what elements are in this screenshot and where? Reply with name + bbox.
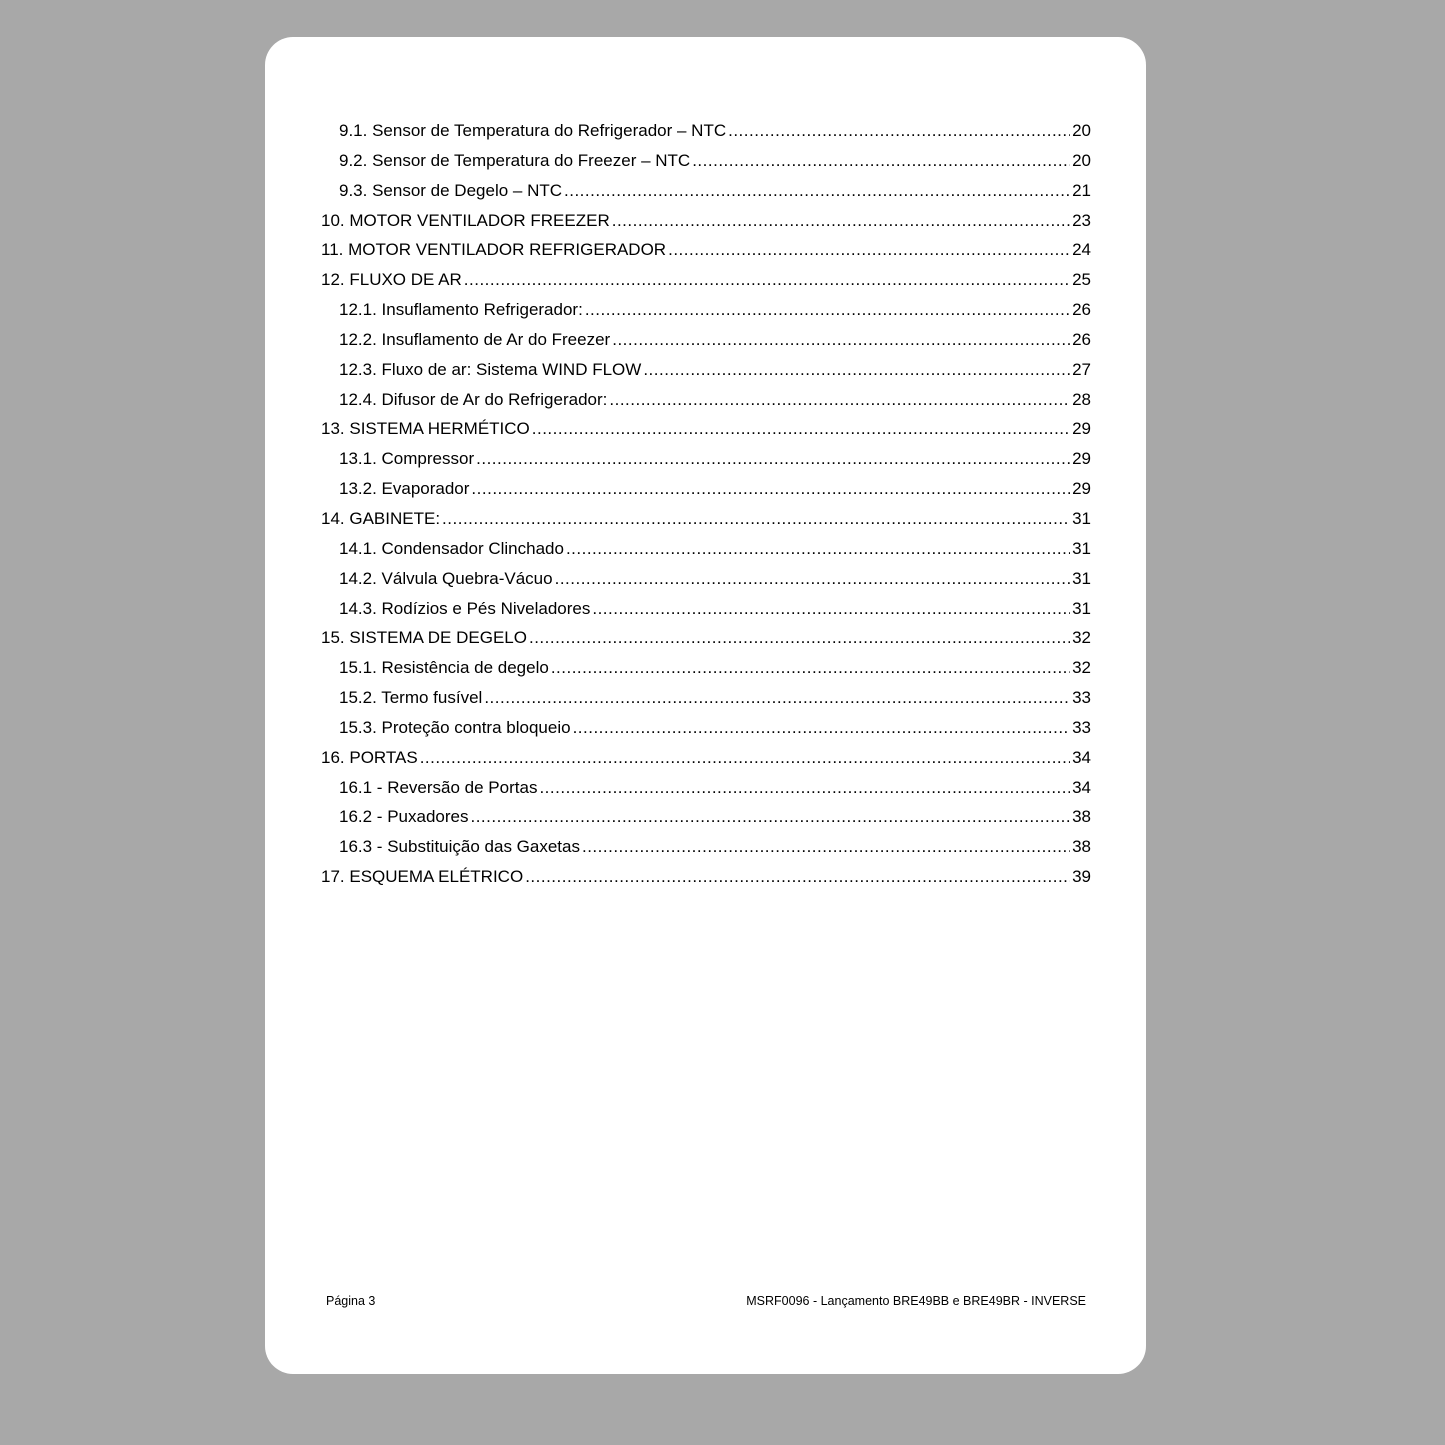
table-of-contents (321, 121, 1091, 897)
toc-dot-leader (551, 658, 1070, 678)
toc-entry[interactable] (321, 240, 1091, 270)
toc-entry-label: 9.2. Sensor de Temperatura do Freezer – NTC (339, 150, 691, 170)
toc-dot-leader (592, 599, 1070, 619)
toc-dot-leader (555, 569, 1070, 589)
toc-entry[interactable] (321, 837, 1091, 867)
page-footer (326, 1294, 1086, 1308)
toc-entry-label: 10. MOTOR VENTILADOR FREEZER (321, 210, 610, 230)
toc-entry[interactable] (321, 390, 1091, 420)
toc-entry-page: 38 (1072, 837, 1091, 857)
toc-entry-page: 31 (1072, 508, 1091, 528)
toc-entry-page: 38 (1072, 807, 1091, 827)
toc-dot-leader (573, 718, 1071, 738)
toc-entry-label: 14.3. Rodízios e Pés Niveladores (339, 598, 591, 618)
toc-entry-page: 27 (1072, 359, 1091, 379)
toc-entry[interactable] (321, 778, 1091, 808)
toc-entry-page: 39 (1072, 867, 1091, 887)
toc-entry-page: 25 (1072, 270, 1091, 290)
toc-entry[interactable] (321, 867, 1091, 897)
toc-dot-leader (476, 449, 1070, 469)
footer-document-title: MSRF0096 - Lançamento BRE49BB e BRE49BR - INVERSE (746, 1294, 1086, 1308)
toc-entry[interactable] (321, 569, 1091, 599)
toc-entry-label: 17. ESQUEMA ELÉTRICO (321, 867, 524, 887)
toc-entry-label: 13. SISTEMA HERMÉTICO (321, 419, 530, 439)
toc-entry[interactable] (321, 748, 1091, 778)
toc-dot-leader (484, 688, 1070, 708)
toc-entry-label: 15.2. Termo fusível (339, 688, 483, 708)
toc-dot-leader (582, 837, 1070, 857)
toc-entry-page: 29 (1072, 419, 1091, 439)
toc-entry-label: 12.1. Insuflamento Refrigerador: (339, 300, 583, 320)
toc-dot-leader (728, 121, 1070, 141)
toc-entry-label: 11. MOTOR VENTILADOR REFRIGERADOR (321, 240, 667, 260)
toc-entry[interactable] (321, 181, 1091, 211)
toc-entry-label: 15.3. Proteção contra bloqueio (339, 717, 571, 737)
toc-entry-page: 33 (1072, 717, 1091, 737)
toc-entry[interactable] (321, 628, 1091, 658)
toc-dot-leader (464, 270, 1070, 290)
toc-entry-label: 12.4. Difusor de Ar do Refrigerador: (339, 389, 608, 409)
toc-dot-leader (609, 390, 1070, 410)
toc-entry[interactable] (321, 658, 1091, 688)
toc-dot-leader (585, 300, 1070, 320)
toc-entry[interactable] (321, 360, 1091, 390)
footer-page-number: Página 3 (326, 1294, 376, 1308)
toc-entry-label: 14.2. Válvula Quebra-Vácuo (339, 568, 553, 588)
toc-entry-label: 13.2. Evaporador (339, 479, 470, 499)
toc-entry-label: 13.1. Compressor (339, 449, 475, 469)
toc-entry-page: 31 (1072, 568, 1091, 588)
toc-entry-page: 23 (1072, 210, 1091, 230)
toc-entry[interactable] (321, 509, 1091, 539)
toc-entry-page: 29 (1072, 449, 1091, 469)
toc-entry-page: 20 (1072, 121, 1091, 140)
toc-entry[interactable] (321, 419, 1091, 449)
toc-entry[interactable] (321, 718, 1091, 748)
toc-entry-label: 12.2. Insuflamento de Ar do Freezer (339, 329, 611, 349)
toc-dot-leader (470, 807, 1070, 827)
toc-entry[interactable] (321, 539, 1091, 569)
toc-entry-label: 9.3. Sensor de Degelo – NTC (339, 180, 563, 200)
document-page (265, 37, 1146, 1374)
toc-entry[interactable] (321, 300, 1091, 330)
toc-entry-label: 12. FLUXO DE AR (321, 270, 462, 290)
toc-entry-label: 12.3. Fluxo de ar: Sistema WIND FLOW (339, 359, 642, 379)
toc-dot-leader (692, 151, 1070, 171)
toc-dot-leader (529, 628, 1070, 648)
toc-entry-page: 28 (1072, 389, 1091, 409)
toc-entry-page: 34 (1072, 777, 1091, 797)
toc-entry-page: 31 (1072, 538, 1091, 558)
toc-dot-leader (471, 479, 1070, 499)
toc-entry-page: 34 (1072, 747, 1091, 767)
toc-entry-page: 33 (1072, 688, 1091, 708)
toc-entry-label: 15.1. Resistência de degelo (339, 658, 549, 678)
toc-entry[interactable] (321, 807, 1091, 837)
toc-dot-leader (525, 867, 1070, 887)
toc-entry-label: 9.1. Sensor de Temperatura do Refrigerador – NTC (339, 121, 727, 140)
toc-dot-leader (532, 419, 1070, 439)
toc-entry-label: 15. SISTEMA DE DEGELO (321, 628, 527, 648)
toc-entry-label: 16.3 - Substituição das Gaxetas (339, 837, 580, 857)
toc-entry[interactable] (321, 479, 1091, 509)
toc-entry-page: 29 (1072, 479, 1091, 499)
toc-entry-page: 26 (1072, 300, 1091, 320)
toc-entry[interactable] (321, 688, 1091, 718)
toc-dot-leader (643, 360, 1070, 380)
toc-dot-leader (566, 539, 1070, 559)
toc-dot-leader (442, 509, 1070, 529)
toc-dot-leader (668, 240, 1070, 260)
toc-entry-page: 26 (1072, 329, 1091, 349)
toc-dot-leader (420, 748, 1070, 768)
toc-entry-page: 31 (1072, 598, 1091, 618)
toc-dot-leader (539, 778, 1070, 798)
toc-entry-page: 20 (1072, 150, 1091, 170)
toc-entry[interactable] (321, 330, 1091, 360)
toc-entry[interactable] (321, 449, 1091, 479)
toc-entry-label: 16.2 - Puxadores (339, 807, 469, 827)
toc-entry[interactable] (321, 151, 1091, 181)
toc-entry-label: 14. GABINETE: (321, 508, 441, 528)
toc-entry[interactable] (321, 211, 1091, 241)
toc-entry[interactable] (321, 270, 1091, 300)
toc-entry-label: 16.1 - Reversão de Portas (339, 777, 538, 797)
toc-entry-page: 32 (1072, 628, 1091, 648)
toc-entry[interactable] (321, 121, 1091, 151)
toc-dot-leader (612, 211, 1070, 231)
toc-entry-page: 24 (1072, 240, 1091, 260)
toc-entry-label: 16. PORTAS (321, 747, 418, 767)
toc-entry-label: 14.1. Condensador Clinchado (339, 538, 564, 558)
toc-entry[interactable] (321, 599, 1091, 629)
toc-entry-page: 32 (1072, 658, 1091, 678)
toc-dot-leader (564, 181, 1070, 201)
toc-entry-page: 21 (1072, 180, 1091, 200)
toc-dot-leader (612, 330, 1070, 350)
